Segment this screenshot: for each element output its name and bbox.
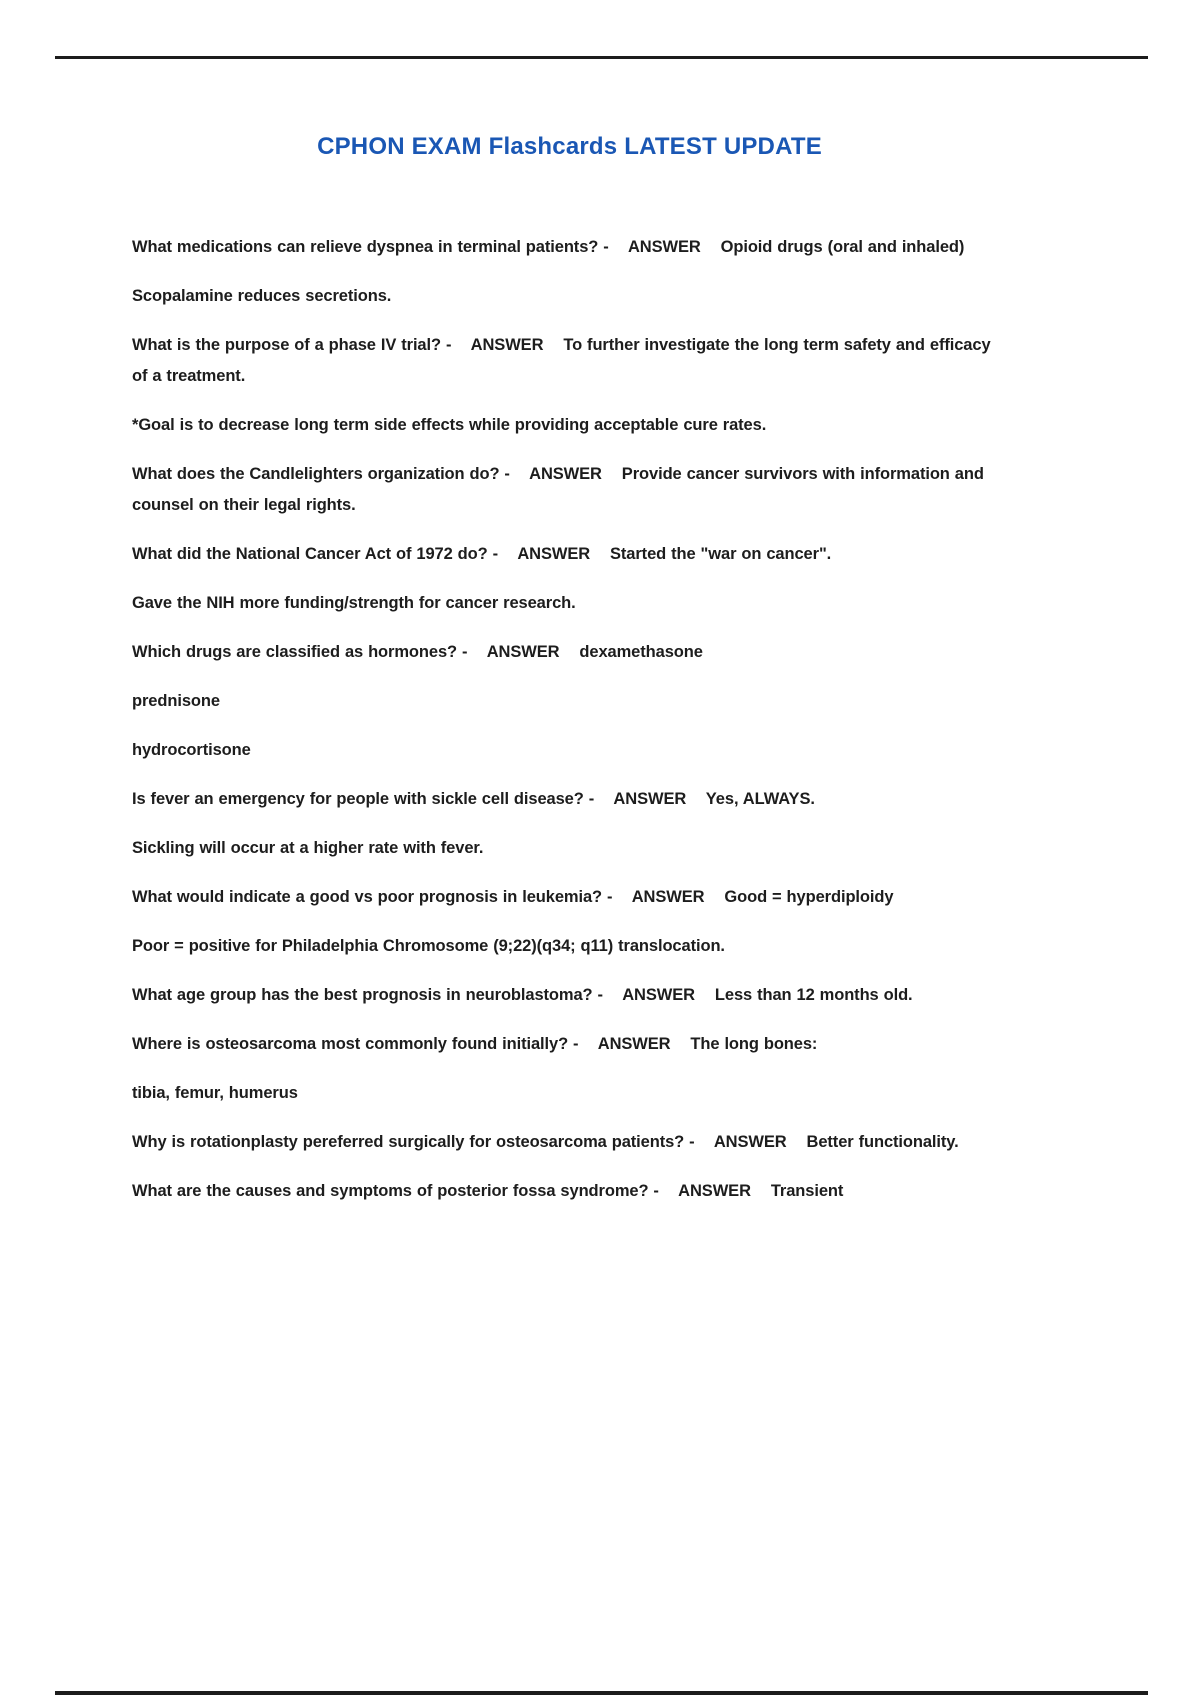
flashcard-paragraph: Poor = positive for Philadelphia Chromosome (9;22)(q34; q11) translocation. [132, 937, 725, 955]
flashcard-paragraph: *Goal is to decrease long term side effects while providing acceptable cure rates. [132, 416, 767, 434]
flashcard-paragraph: Which drugs are classified as hormones? - ANSWER dexamethasone [132, 643, 703, 661]
flashcard-paragraph: Where is osteosarcoma most commonly found initially? - ANSWER The long bones: [132, 1035, 818, 1053]
page-title: CPHON EXAM Flashcards LATEST UPDATE [317, 133, 822, 160]
flashcard-paragraph: Is fever an emergency for people with sickle cell disease? - ANSWER Yes, ALWAYS. [132, 790, 815, 808]
flashcard-paragraph: Gave the NIH more funding/strength for cancer research. [132, 594, 576, 612]
document-body [132, 232, 1010, 1225]
flashcard-paragraph: What medications can relieve dyspnea in terminal patients? - ANSWER Opioid drugs (oral and inhaled) [132, 238, 965, 256]
top-rule [55, 56, 1148, 59]
flashcard-paragraph: What would indicate a good vs poor prognosis in leukemia? - ANSWER Good = hyperdiploidy [132, 888, 894, 906]
flashcard-paragraph: tibia, femur, humerus [132, 1084, 298, 1102]
flashcard-paragraph: Why is rotationplasty pereferred surgically for osteosarcoma patients? - ANSWER Better functionality. [132, 1133, 959, 1151]
flashcard-paragraph: What does the Candlelighters organization do? - ANSWER Provide cancer survivors with information and counsel on their legal rights. [132, 465, 989, 514]
flashcard-paragraph: Scopalamine reduces secretions. [132, 287, 392, 305]
flashcard-paragraph: What age group has the best prognosis in neuroblastoma? - ANSWER Less than 12 months old. [132, 986, 913, 1004]
flashcard-paragraph: prednisone [132, 692, 220, 710]
flashcard-paragraph: What is the purpose of a phase IV trial? - ANSWER To further investigate the long term safety and efficacy of a treatment. [132, 336, 996, 385]
flashcard-paragraph: What did the National Cancer Act of 1972 do? - ANSWER Started the "war on cancer". [132, 545, 832, 563]
flashcard-paragraph: hydrocortisone [132, 741, 251, 759]
flashcard-paragraph: What are the causes and symptoms of posterior fossa syndrome? - ANSWER Transient [132, 1182, 844, 1200]
flashcard-paragraph: Sickling will occur at a higher rate with fever. [132, 839, 484, 857]
bottom-rule [55, 1691, 1148, 1695]
